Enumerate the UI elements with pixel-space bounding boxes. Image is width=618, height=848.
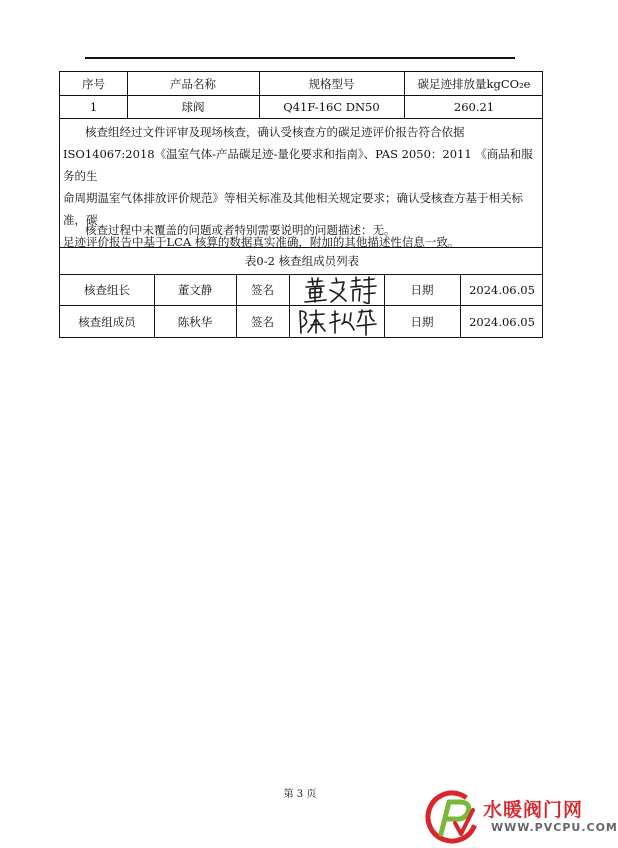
row-carbon-footprint: 260.21 — [453, 99, 495, 114]
row-model: Q41F-16C DN50 — [283, 99, 380, 114]
conclusion-line: 核查组经过文件评审及现场核查，确认受核查方的碳足迹评价报告符合依据 — [85, 125, 465, 139]
signature-dong-wenjing — [292, 275, 382, 305]
watermark-name: 水暖阀门网 — [483, 799, 584, 821]
watermark-logo-icon — [425, 790, 481, 844]
team-role: 核查组成员 — [78, 314, 136, 329]
row-product-name: 球阀 — [181, 99, 205, 114]
report-frame — [59, 71, 543, 338]
watermark — [425, 790, 618, 844]
row-serial: 1 — [89, 99, 98, 114]
uncovered-issues-paragraph — [60, 219, 544, 241]
sign-date: 2024.06.05 — [469, 282, 535, 297]
header-carbon-footprint: 碳足迹排放量kgCO₂e — [417, 76, 531, 91]
conclusion-line: ISO14067:2018《温室气体-产品碳足迹-量化要求和指南》、PAS 2050：2011 《商品和服务的生 — [63, 147, 533, 183]
team-member-name: 董文静 — [177, 282, 213, 297]
column-divider — [289, 274, 290, 338]
header-model: 规格型号 — [308, 76, 355, 91]
header-rule — [85, 57, 515, 59]
sign-date: 2024.06.05 — [469, 314, 535, 329]
uncovered-issues-text: 核查过程中未覆盖的问题或者特别需要说明的问题描述：无。 — [85, 223, 396, 237]
signature-chen-qiuhua — [292, 306, 382, 338]
sign-label: 签名 — [251, 314, 274, 329]
team-role: 核查组长 — [84, 282, 130, 297]
table-divider — [60, 118, 542, 119]
conclusion-line: 命周期温室气体排放评价规范》等相关标准及其他相关规定要求；确认受核查方基于相关标准，碳 — [63, 191, 523, 227]
date-label: 日期 — [410, 314, 434, 329]
header-serial: 序号 — [82, 76, 105, 91]
page-number: 第 3 页 — [283, 789, 317, 800]
team-table-caption: 表0-2 核查组成员列表 — [244, 253, 360, 268]
watermark-url: WWW.PVCPU.COM — [491, 821, 618, 834]
date-label: 日期 — [410, 282, 434, 297]
team-member-name: 陈秋华 — [177, 314, 213, 329]
sign-label: 签名 — [251, 282, 274, 297]
conclusion-line: 足迹评价报告中基于LCA 核算的数据真实准确，附加的其他描述性信息一致。 — [63, 235, 460, 249]
header-product-name: 产品名称 — [170, 76, 216, 91]
